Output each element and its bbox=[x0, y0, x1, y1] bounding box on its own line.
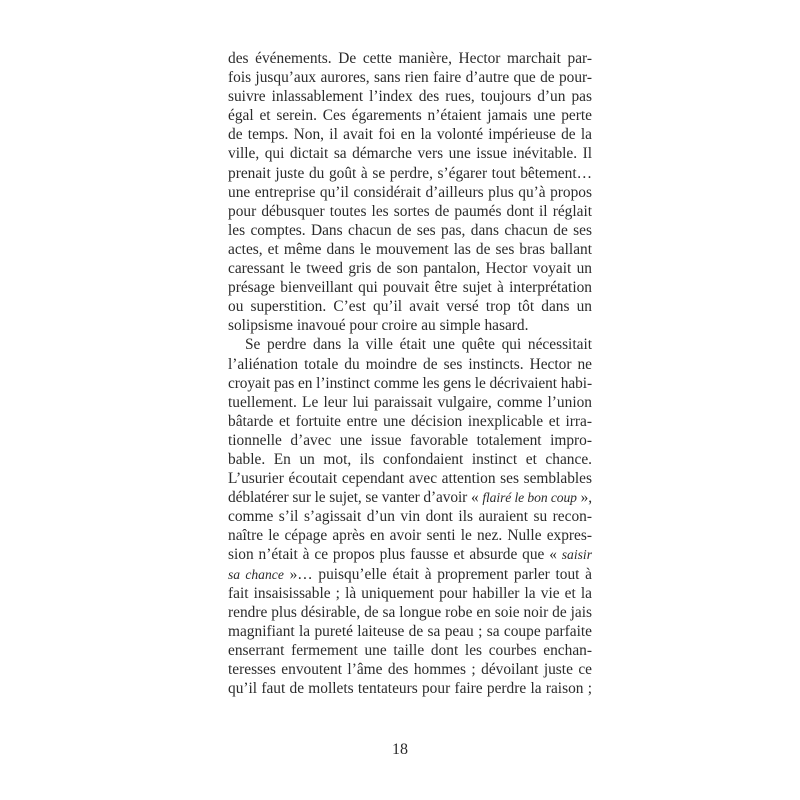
text-segment: caressant le tweed gris de son pantalon, Hector voyait un bbox=[228, 260, 592, 278]
text-line bbox=[228, 374, 592, 393]
text-segment: »… puisqu’elle était à proprement parler tout à bbox=[283, 565, 592, 583]
text-segment: naître le cépage après en avoir senti le nez. Nulle expres- bbox=[228, 527, 592, 545]
text-segment: déblatérer sur le sujet, se vanter d’avoir « bbox=[228, 489, 483, 507]
text-line bbox=[228, 431, 592, 450]
text-segment: prenait juste du goût à se perdre, s’égarer tout bêtement… bbox=[228, 164, 592, 182]
text-segment: magnifiant la pureté laiteuse de sa peau ; sa coupe parfaite bbox=[228, 622, 592, 640]
text-segment: présage bienveillant qui pouvait être sujet à interprétation bbox=[228, 279, 592, 297]
text-segment: une entreprise qu’il considérait d’ailleurs plus qu’à propos bbox=[228, 183, 592, 201]
text-line bbox=[228, 526, 592, 545]
text-line bbox=[228, 450, 592, 469]
italic-text: sa chance bbox=[228, 566, 284, 582]
text-line bbox=[228, 240, 592, 259]
text-line bbox=[228, 469, 592, 488]
italic-text: saisir bbox=[561, 547, 592, 563]
text-segment: les comptes. Dans chacun de ses pas, dans chacun de ses bbox=[228, 221, 592, 239]
text-segment: qu’il faut de mollets tentateurs pour faire perdre la raison ; bbox=[228, 680, 592, 698]
text-line bbox=[228, 393, 592, 412]
text-segment: Se perdre dans la ville était une quête qui nécessitait bbox=[245, 336, 592, 354]
text-segment: suivre inlassablement l’index des rues, toujours d’un pas bbox=[228, 88, 592, 106]
text-line bbox=[228, 106, 592, 125]
text-line bbox=[228, 316, 592, 335]
text-segment: sion n’était à ce propos plus fausse et absurde que « bbox=[228, 546, 562, 564]
text-segment: ville, qui dictait sa démarche vers une issue inévitable. Il bbox=[228, 145, 592, 163]
text-line bbox=[228, 221, 592, 240]
text-line bbox=[228, 412, 592, 431]
text-segment: croyait pas en l’instinct comme les gens le décrivaient habi- bbox=[228, 374, 592, 392]
text-line bbox=[228, 164, 592, 183]
text-line bbox=[228, 259, 592, 278]
text-line bbox=[228, 507, 592, 526]
text-segment: égal et serein. Ces égarements n’étaient jamais une perte bbox=[228, 107, 592, 125]
text-segment: fait insaisissable ; là uniquement pour habiller la vie et la bbox=[228, 584, 592, 602]
text-segment: ou superstition. C’est qu’il avait versé trop tôt dans un bbox=[228, 298, 592, 316]
text-segment: », bbox=[576, 489, 592, 507]
text-line bbox=[228, 565, 592, 584]
text-line bbox=[228, 335, 592, 354]
text-segment: actes, et même dans le mouvement las de ses bras ballant bbox=[228, 240, 592, 258]
text-segment: de temps. Non, il avait foi en la volonté impérieuse de la bbox=[228, 126, 592, 144]
paragraph bbox=[228, 49, 592, 335]
text-segment: tionnelle d’avec une issue favorable totalement impro- bbox=[228, 431, 592, 449]
text-line bbox=[228, 144, 592, 163]
text-segment: fois jusqu’aux aurores, sans rien faire d’autre que de pour- bbox=[228, 69, 592, 87]
italic-text: flairé le bon coup bbox=[482, 490, 577, 506]
text-line bbox=[228, 641, 592, 660]
text-line bbox=[228, 584, 592, 603]
text-line bbox=[228, 202, 592, 221]
text-segment: l’aliénation totale du moindre de ses instincts. Hector ne bbox=[228, 355, 592, 373]
text-segment: des événements. De cette manière, Hector marchait par- bbox=[228, 50, 592, 67]
paragraph bbox=[228, 335, 592, 698]
text-line bbox=[228, 278, 592, 297]
text-segment: bâtarde et fortuite entre une décision inexplicable et irra- bbox=[228, 412, 592, 430]
text-line bbox=[228, 125, 592, 144]
text-segment: L’usurier écoutait cependant avec attention ses semblables bbox=[228, 470, 592, 488]
text-line bbox=[228, 183, 592, 202]
text-segment: comme s’il s’agissait d’un vin dont ils auraient su recon- bbox=[228, 508, 592, 526]
text-segment: solipsisme inavoué pour croire au simple hasard. bbox=[228, 317, 529, 335]
text-segment: bable. En un mot, ils confondaient instinct et chance. bbox=[228, 450, 592, 468]
text-line bbox=[228, 660, 592, 679]
text-line bbox=[228, 603, 592, 622]
text-segment: rendre plus désirable, de sa longue robe en soie noir de jais bbox=[228, 603, 592, 621]
text-line bbox=[228, 679, 592, 698]
body-text bbox=[228, 49, 592, 698]
text-line bbox=[228, 622, 592, 641]
text-line bbox=[228, 355, 592, 374]
text-line bbox=[228, 49, 592, 68]
text-line bbox=[228, 68, 592, 87]
text-segment: teresses envoutent l’âme des hommes ; dévoilant juste ce bbox=[228, 661, 592, 678]
text-line bbox=[228, 488, 592, 507]
text-segment: pour débusquer toutes les sortes de paumés dont il réglait bbox=[228, 202, 592, 220]
text-line bbox=[228, 545, 592, 564]
page-number: 18 bbox=[392, 741, 408, 758]
text-line bbox=[228, 297, 592, 316]
text-segment: tuellement. Le leur lui paraissait vulgaire, comme l’union bbox=[228, 393, 592, 411]
text-segment: enserrant fermement une taille dont les courbes enchan- bbox=[228, 641, 592, 659]
text-line bbox=[228, 87, 592, 106]
